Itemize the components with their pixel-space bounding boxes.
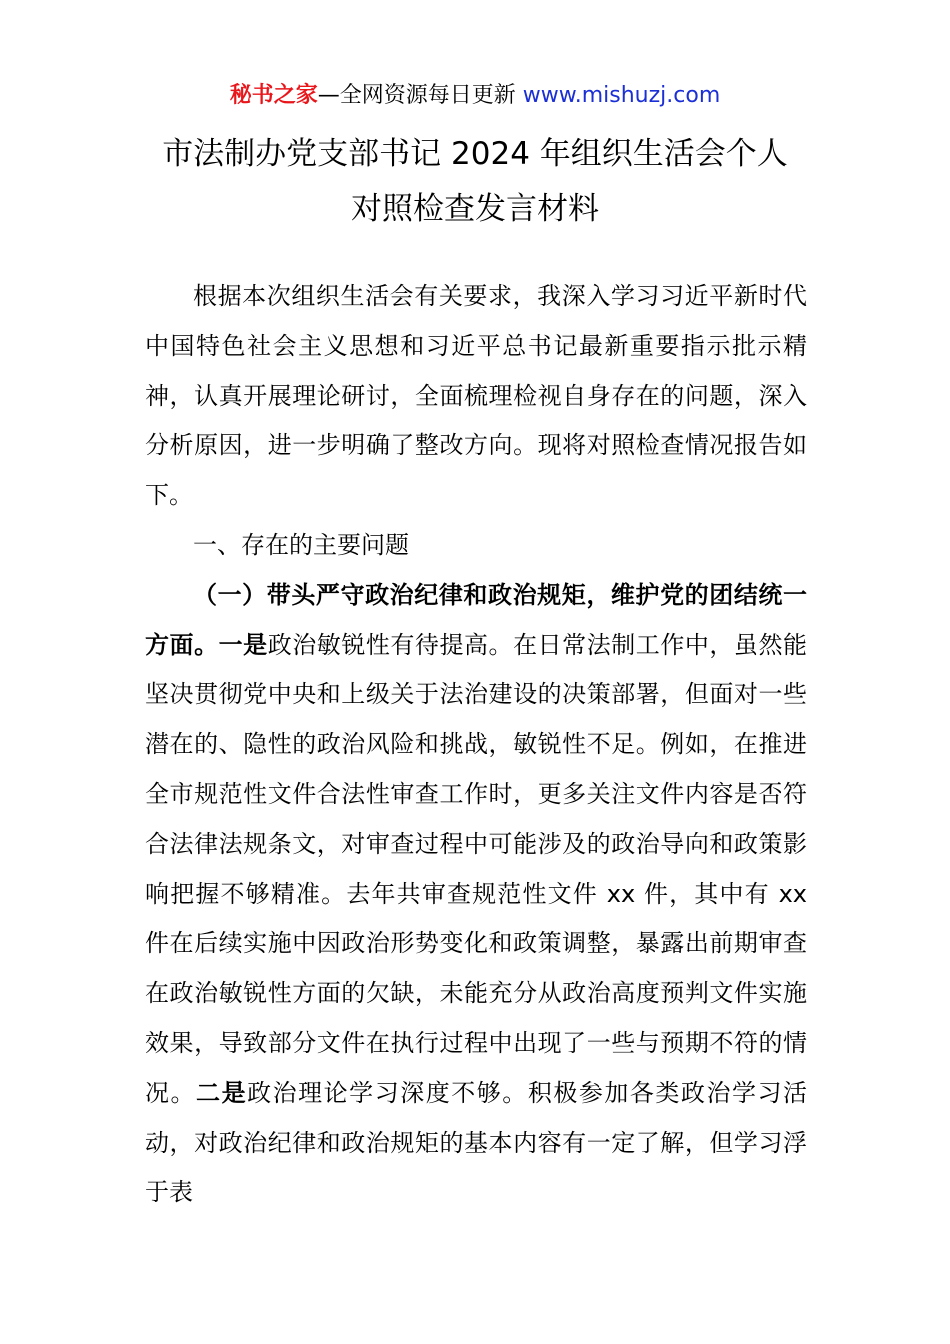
site-brand: 秘书之家 <box>229 83 318 108</box>
point-2-label: 二是 <box>196 1078 248 1107</box>
site-header <box>0 80 950 112</box>
section-paragraph <box>145 571 807 1218</box>
document-title <box>0 127 950 237</box>
site-url-link[interactable]: www.mishuzj.com <box>522 83 721 108</box>
section-heading: 一、存在的主要问题 <box>193 530 409 559</box>
document-body <box>145 272 807 1218</box>
intro-paragraph: 根据本次组织生活会有关要求，我深入学习习近平新时代中国特色社会主义思想和习近平总书记最新重要指示批示精神，认真开展理论研讨，全面梳理检视自身存在的问题，深入分析原因，进一步明确了整改方向。现将对照检查情况报告如下。 <box>145 282 807 510</box>
point-1-label: 一是 <box>218 630 268 659</box>
site-tagline: —全网资源每日更新 <box>317 83 523 108</box>
title-line-2: 对照检查发言材料 <box>351 191 599 227</box>
title-line-1: 市法制办党支部书记 2024 年组织生活会个人 <box>162 136 788 172</box>
subsection-heading: （一）带头严守政治纪律和政治规矩，维护党的团结统一方面。 <box>145 580 807 659</box>
point-1-text: 政治敏锐性有待提高。在日常法制工作中，虽然能坚决贯彻党中央和上级关于法治建设的决策部署，但面对一些潜在的、隐性的政治风险和挑战，敏锐性不足。例如，在推进全市规范性文件合法性审查工作时，更多关注文件内容是否符合法律法规条文，对审查过程中可能涉及的政治导向和政策影响把握不够精准。去年共审查规范性文件 xx 件，其中有 xx 件在后续实施中因政治形势变化和政策调整，暴露出前期审查在政治敏锐性方面的欠缺，未能充分从政治高度预判文件实施效果，导致部分文件在执行过程中出现了一些与预期不符的情况。 <box>145 630 808 1107</box>
point-2-text: 政治理论学习深度不够。积极参加各类政治学习活动，对政治纪律和政治规矩的基本内容有一定了解，但学习浮于表 <box>145 1078 808 1207</box>
